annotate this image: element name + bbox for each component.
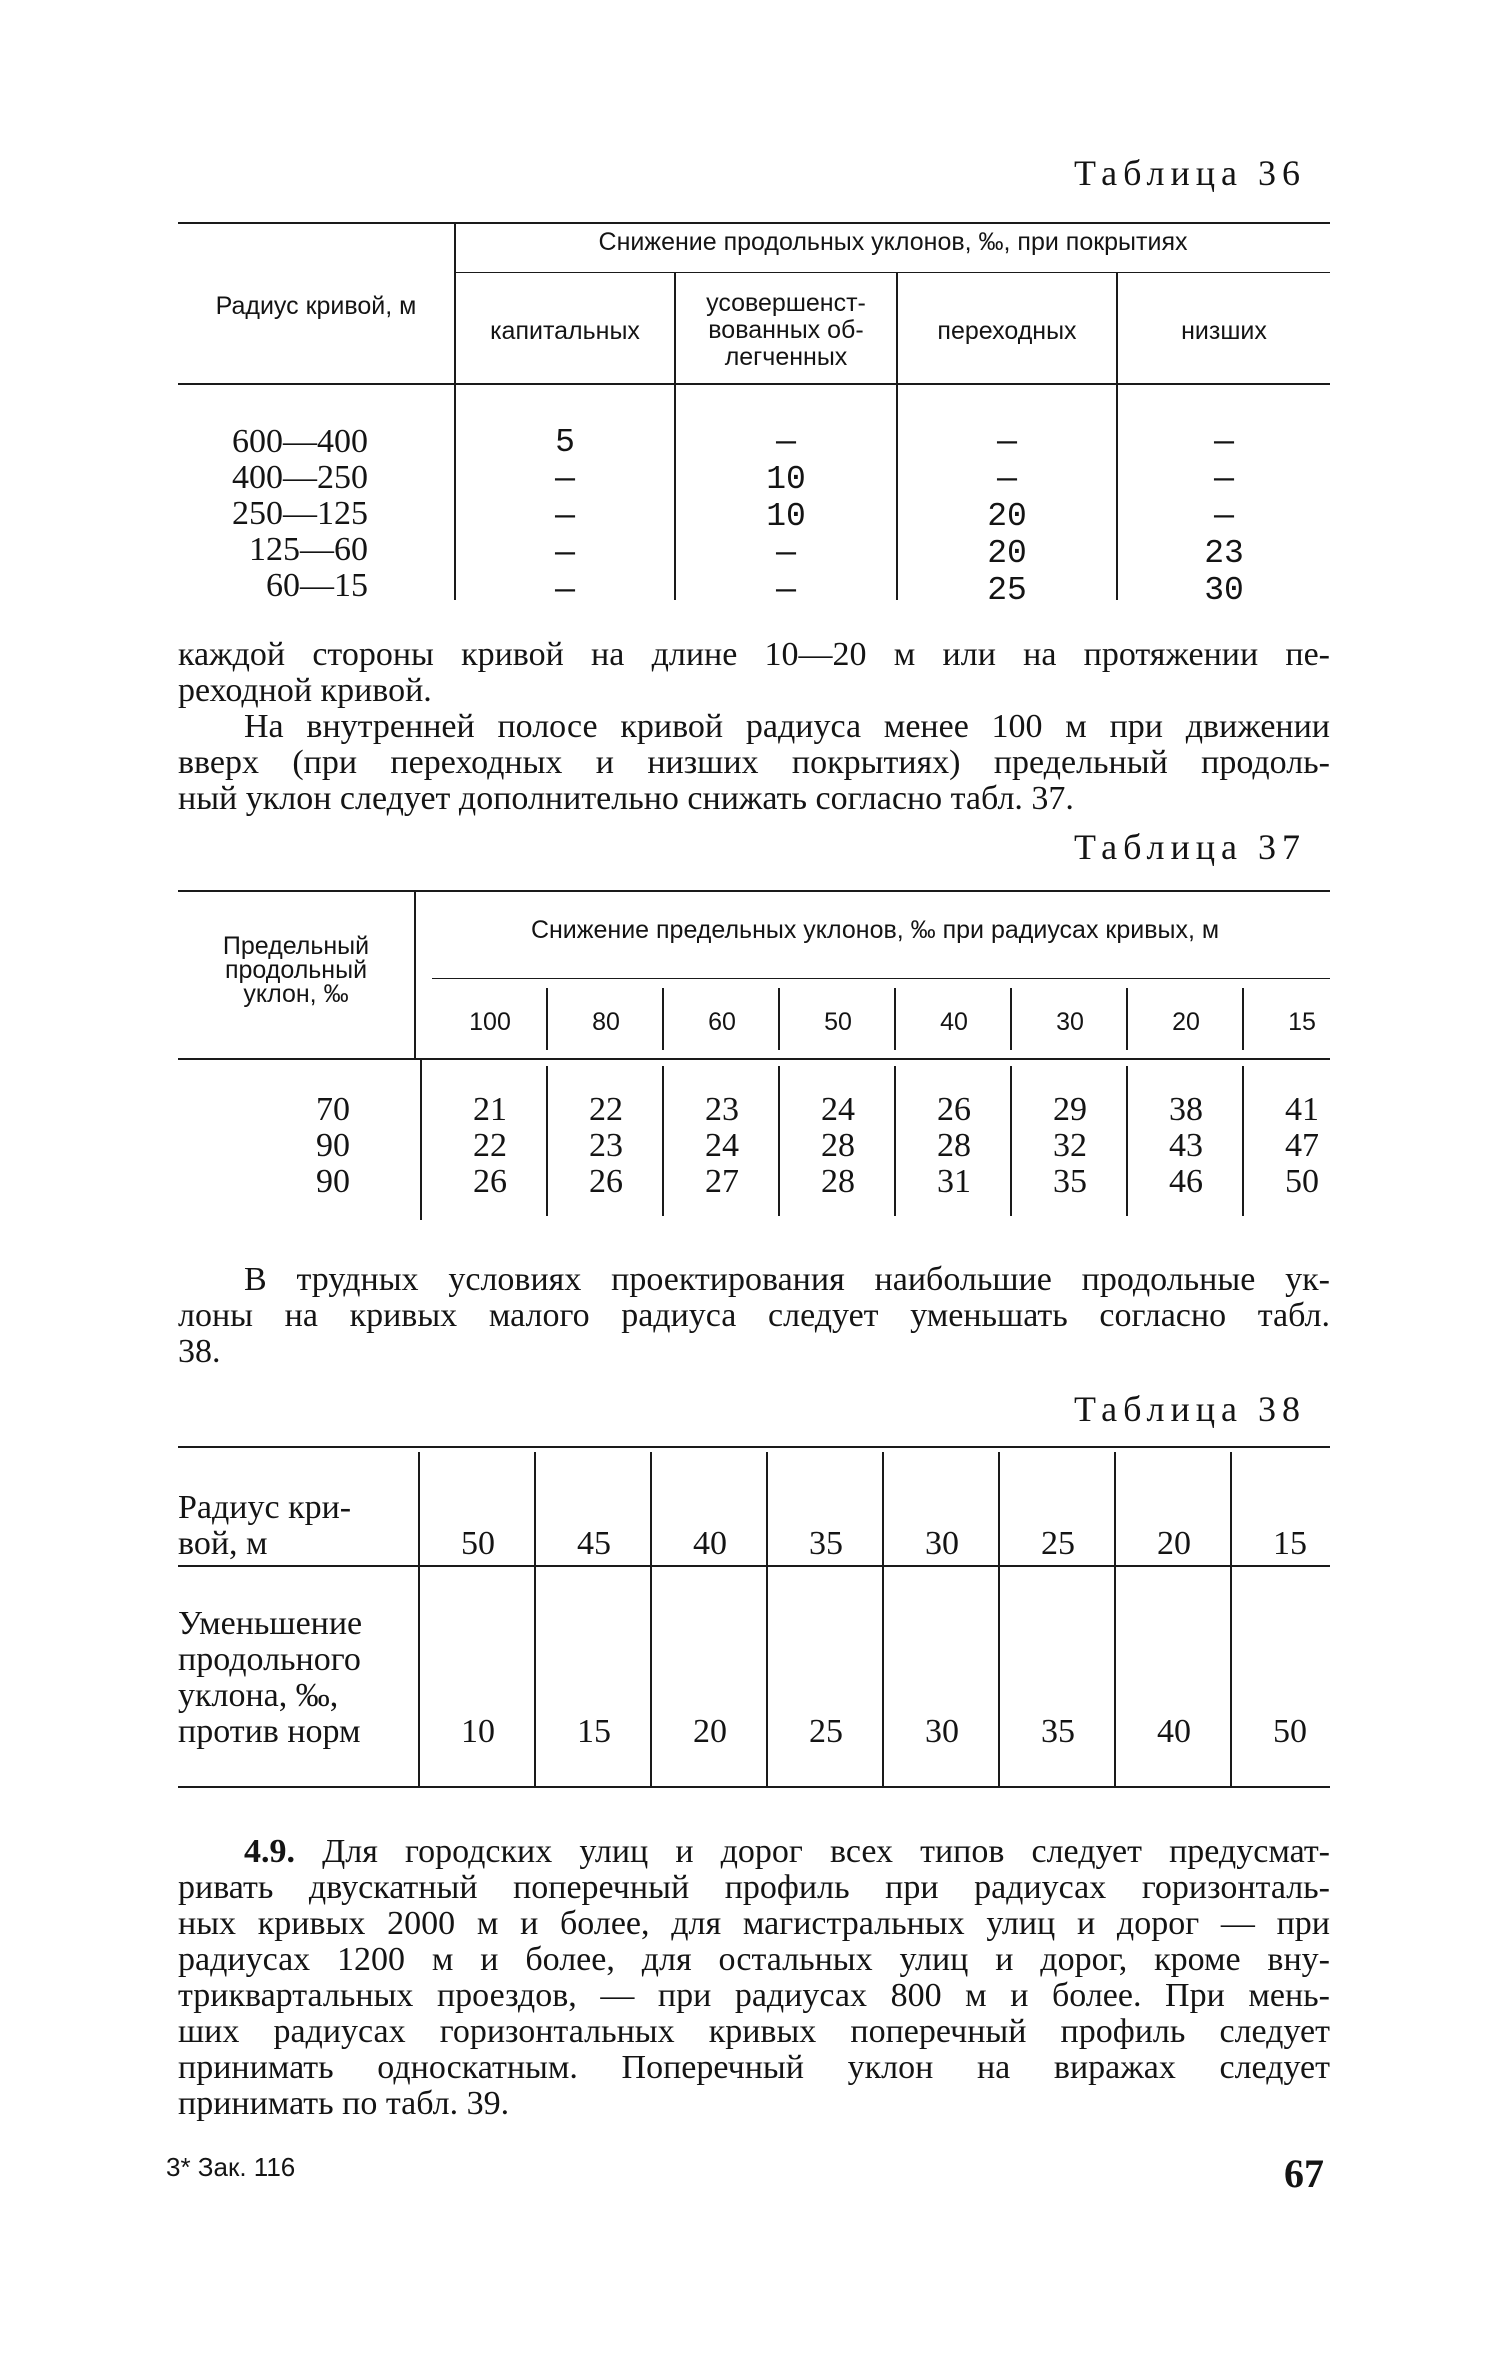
table37-cell: 28	[821, 1163, 855, 1200]
table37-cell: 21	[473, 1091, 507, 1128]
table36-cell: —	[776, 424, 796, 461]
table36-cell: 10	[766, 461, 806, 498]
paragraph-2	[178, 709, 1330, 817]
table37-vline	[414, 890, 416, 1060]
table36-cell: —	[555, 572, 575, 609]
table37-cell: 32	[1053, 1127, 1087, 1164]
table37-cell: 23	[705, 1091, 739, 1128]
table36-cell: 25	[987, 572, 1027, 609]
table37-cell: 31	[937, 1163, 971, 1200]
table36-cell: 5	[555, 424, 575, 461]
table36-radius-cell: 60—15	[266, 567, 368, 604]
table37-vline	[420, 1060, 422, 1220]
table37-radius-header: 30	[1056, 1008, 1084, 1036]
page-number: 67	[1284, 2151, 1324, 2196]
table37-cell: 26	[589, 1163, 623, 1200]
table38-reduction-cell: 40	[1157, 1713, 1191, 1750]
table37-cell: 22	[589, 1091, 623, 1128]
table37-vline	[662, 988, 664, 1050]
table38-caption: Таблица 38	[1074, 1389, 1306, 1429]
table36-lower-column	[1118, 424, 1330, 609]
table38-radius-cell: 50	[461, 1525, 495, 1562]
table37-row-header: Предельный продольный уклон, ‰	[222, 932, 370, 1008]
table37-cell: 47	[1285, 1127, 1319, 1164]
table36-caption: Таблица 36	[1074, 153, 1306, 193]
table37-radius-header: 60	[708, 1008, 736, 1036]
table38-reduction-cell: 15	[577, 1713, 611, 1750]
table38-reduction-cell: 30	[925, 1713, 959, 1750]
table36-col-improved-1: усовершенст-	[706, 289, 866, 317]
table37-cell: 41	[1285, 1091, 1319, 1128]
table38-reduction-cell: 20	[693, 1713, 727, 1750]
table38-radius-cell: 45	[577, 1525, 611, 1562]
table36-cell: 20	[987, 535, 1027, 572]
table37-cell: 38	[1169, 1091, 1203, 1128]
table36-transitional-column	[898, 424, 1116, 609]
paragraph-line: В трудных условиях проектирования наибольшие продольные ук-	[244, 1261, 1330, 1298]
paragraph-1	[178, 637, 1330, 709]
table38-reduction-cell: 25	[809, 1713, 843, 1750]
paragraph-line: 38.	[178, 1333, 221, 1370]
table38-bottom-rule	[178, 1786, 1330, 1788]
table36-group-rule	[456, 272, 1330, 273]
table36-cell: —	[555, 535, 575, 572]
table37-radius-header: 20	[1172, 1008, 1200, 1036]
table37-vline	[1010, 988, 1012, 1050]
paragraph-line: ных кривых 2000 м и более, для магистральных улиц и дорог — при	[178, 1905, 1330, 1942]
table36-col-improved-3: легченных	[724, 343, 848, 371]
table37-radius-header: 40	[940, 1008, 968, 1036]
table37-vline	[1242, 988, 1244, 1050]
table37-group-rule	[432, 978, 1330, 979]
table38-reduction-cell: 10	[461, 1713, 495, 1750]
table37-cell: 46	[1169, 1163, 1203, 1200]
table37-cell: 35	[1053, 1163, 1087, 1200]
table38-top-rule	[178, 1446, 1330, 1448]
table37-slope-cell: 90	[316, 1163, 350, 1200]
table37-cell: 50	[1285, 1163, 1319, 1200]
table37-cell: 26	[937, 1091, 971, 1128]
table36-cell: —	[997, 424, 1017, 461]
table37-cell: 28	[821, 1127, 855, 1164]
table37-header-rule	[178, 1058, 1330, 1060]
table36-cell: 10	[766, 498, 806, 535]
paragraph-line: реходной кривой.	[178, 672, 432, 709]
table37-radius-header: 100	[469, 1008, 511, 1036]
table38-radius-cell: 35	[809, 1525, 843, 1562]
table36-top-rule	[178, 222, 1330, 224]
table38-row1-label: Радиус кри- вой, м	[178, 1489, 352, 1562]
footer-print-mark: 3* Зак. 116	[166, 2152, 296, 2182]
table37-vline	[1126, 988, 1128, 1050]
table38-radius-cell: 15	[1273, 1525, 1307, 1562]
table38-reduction-cell: 50	[1273, 1713, 1307, 1750]
table36-header-rule	[178, 383, 1330, 385]
table36-radius-cell: 250—125	[232, 495, 368, 532]
table37-top-rule	[178, 890, 1330, 892]
table37-cell: 27	[705, 1163, 739, 1200]
table37-group-header: Снижение предельных уклонов, ‰ при радиусах кривых, м	[530, 916, 1220, 944]
table38-radius-cell: 30	[925, 1525, 959, 1562]
table36-col-capital: капитальных	[490, 317, 640, 345]
table37-radius-header: 15	[1288, 1008, 1316, 1036]
section-number: 4.9.	[244, 1833, 295, 1870]
table38-reduction-cell: 35	[1041, 1713, 1075, 1750]
table36-cell: —	[1214, 461, 1234, 498]
paragraph-line: Для городских улиц и дорог всех типов следует предусмат-	[322, 1833, 1331, 1870]
table36-cell: —	[1214, 498, 1234, 535]
table36-col-transitional: переходных	[937, 317, 1077, 345]
table37-radius-header: 50	[824, 1008, 852, 1036]
table37-caption: Таблица 37	[1074, 827, 1306, 867]
table37-cell: 28	[937, 1127, 971, 1164]
paragraph-3	[178, 1262, 1330, 1370]
paragraph-line: лоны на кривых малого радиуса следует уменьшать согласно табл.	[178, 1297, 1330, 1334]
paragraph-4-9	[178, 1834, 1330, 2122]
table36-cell: —	[776, 535, 796, 572]
table36-col-improved-2: вованных об-	[708, 316, 864, 344]
table36-row-header: Радиус кривой, м	[215, 292, 417, 320]
table37-cell: 26	[473, 1163, 507, 1200]
table38-radius-cell: 25	[1041, 1525, 1075, 1562]
table36-radius-cell: 125—60	[249, 531, 368, 568]
paragraph-line: принимать односкатным. Поперечный уклон на виражах следует	[178, 2049, 1330, 2086]
table38-radius-cell: 40	[693, 1525, 727, 1562]
table37-vline	[894, 988, 896, 1050]
table36-cell: —	[1214, 424, 1234, 461]
paragraph-line: вверх (при переходных и низших покрытиях) предельный продоль-	[178, 744, 1330, 781]
table37-cell: 23	[589, 1127, 623, 1164]
table36-radius-cell: 400—250	[232, 459, 368, 496]
paragraph-line: радиусах 1200 м и более, для остальных улиц и дорог, кроме вну-	[178, 1941, 1330, 1978]
table37-vline	[546, 988, 548, 1050]
table36-cell: —	[776, 572, 796, 609]
table38-radius-cell: 20	[1157, 1525, 1191, 1562]
table36-cell: —	[997, 461, 1017, 498]
table36-radius-cell: 600—400	[232, 423, 368, 460]
table37-cell: 22	[473, 1127, 507, 1164]
table36-cell: 30	[1204, 572, 1244, 609]
table36-col-lower: низших	[1181, 317, 1267, 345]
paragraph-line: триквартальных проездов, — при радиусах 800 м и более. При мень-	[178, 1977, 1330, 2014]
table36-cell: 23	[1204, 535, 1244, 572]
table37-slope-cell: 90	[316, 1127, 350, 1164]
table37-slope-cell: 70	[316, 1091, 350, 1128]
table38-mid-rule	[178, 1565, 1330, 1567]
table38-row2-label: Уменьшение продольного уклона, ‰, против норм	[178, 1605, 363, 1750]
table36-cell: —	[555, 498, 575, 535]
table37-cell: 29	[1053, 1091, 1087, 1128]
table36-capital-column	[456, 424, 674, 609]
table36-improved-column	[676, 424, 896, 609]
table36-cell: 20	[987, 498, 1027, 535]
table37-cell: 43	[1169, 1127, 1203, 1164]
paragraph-line: ривать двускатный поперечный профиль при радиусах горизонталь-	[178, 1869, 1330, 1906]
table37-vline	[778, 988, 780, 1050]
table37-radius-header: 80	[592, 1008, 620, 1036]
paragraph-line: ших радиусах горизонтальных кривых поперечный профиль следует	[178, 2013, 1330, 2050]
paragraph-line: принимать по табл. 39.	[178, 2085, 510, 2122]
table37-cell: 24	[705, 1127, 739, 1164]
paragraph-line: каждой стороны кривой на длине 10—20 м или на протяжении пе-	[178, 636, 1330, 673]
table37-cell: 24	[821, 1091, 855, 1128]
paragraph-line: На внутренней полосе кривой радиуса менее 100 м при движении	[244, 708, 1330, 745]
table36-group-header: Снижение продольных уклонов, ‰, при покрытиях	[598, 228, 1188, 256]
paragraph-line: ный уклон следует дополнительно снижать согласно табл. 37.	[178, 780, 1074, 817]
table36-cell: —	[555, 461, 575, 498]
